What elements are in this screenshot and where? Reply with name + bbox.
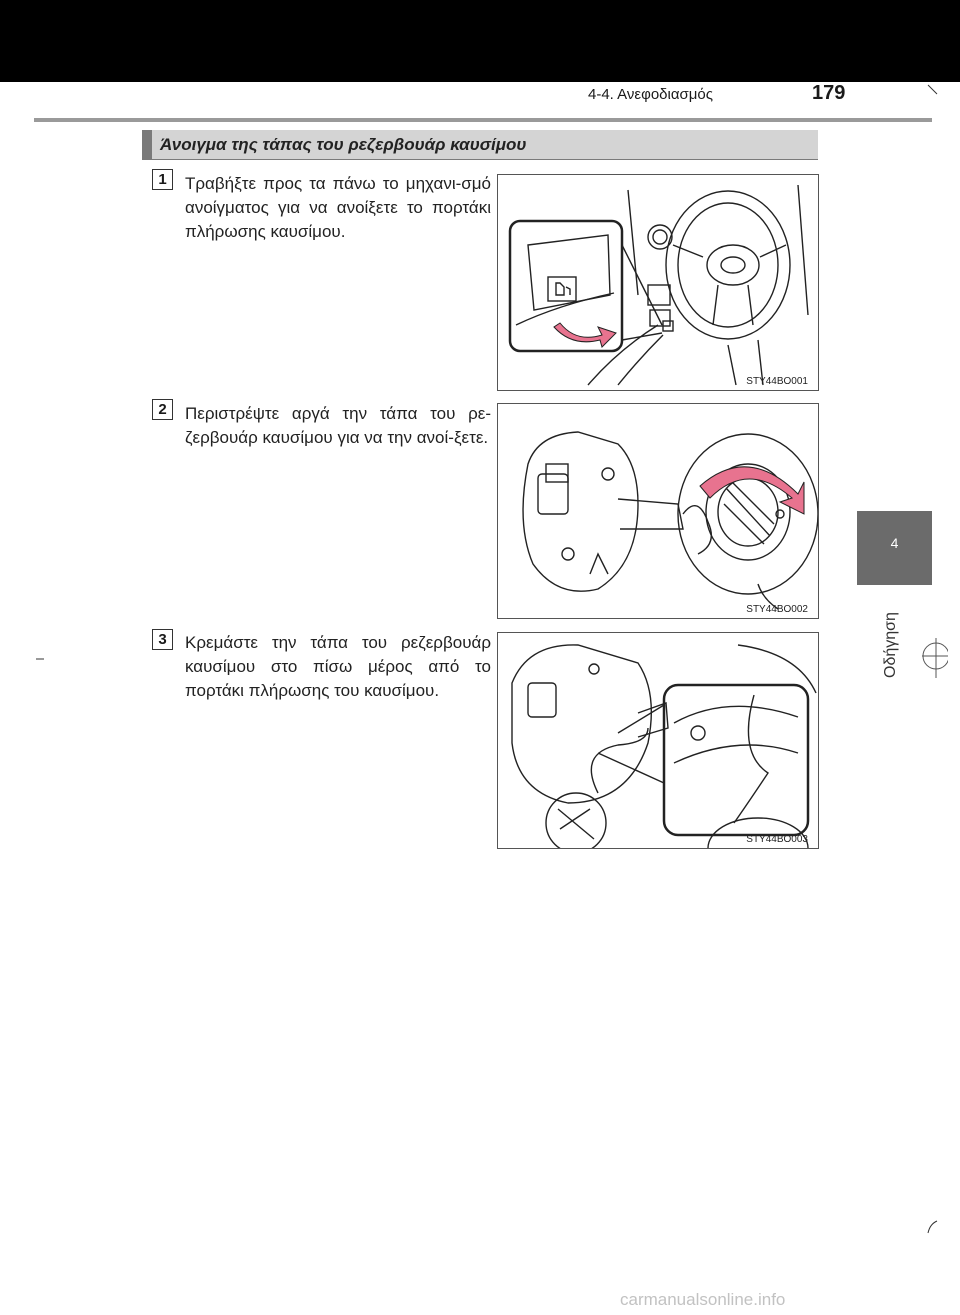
figure-code-2: STY44BO002 [746, 604, 808, 615]
crop-mark-right [918, 638, 948, 678]
step-text-1: Τραβήξτε προς τα πάνω το μηχανι-σμό ανοίγματος για να ανοίξετε το πορτάκι πλήρωσης καυσίμου. [185, 174, 491, 241]
figure-code-3: STY44BO003 [746, 834, 808, 845]
page-number: 179 [812, 82, 846, 104]
fuel-cap-turn-illustration [498, 404, 819, 619]
chapter-number: 4 [890, 535, 899, 551]
figure-fuel-door-lever [497, 174, 819, 391]
figure-code-1: STY44BO001 [746, 376, 808, 387]
step-text-2: Περιστρέψτε αργά την τάπα του ρε-ζερβουάρ καυσίμου για να την ανοί-ξετε. [185, 404, 491, 447]
crop-mark-left [36, 658, 46, 662]
section-title: Άνοιγμα της τάπας του ρεζερβουάρ καυσίμου [160, 135, 527, 154]
watermark: carmanualsonline.info [620, 1290, 786, 1309]
fuel-door-lever-illustration [498, 175, 819, 391]
section-heading [142, 130, 818, 160]
figure-fuel-cap-turn [497, 403, 819, 619]
step-number-2: 2 [152, 399, 173, 420]
crop-mark-bottom-right [925, 1218, 945, 1238]
fuel-cap-hang-illustration [498, 633, 819, 849]
step-number-3: 3 [152, 629, 173, 650]
header-rule [34, 118, 932, 122]
section-label: 4-4. Ανεφοδιασμός [588, 86, 714, 103]
top-black-bar [0, 0, 960, 82]
step-text-3: Κρεμάστε την τάπα του ρεζερβουάρ καυσίμου στο πίσω μέρος από το πορτάκι πλήρωσης του καυσίμου. [185, 633, 491, 700]
crop-mark-top-right [925, 82, 945, 102]
chapter-title: Οδήγηση [882, 612, 899, 678]
figure-fuel-cap-hang [497, 632, 819, 849]
chapter-tab [857, 511, 932, 585]
step-number-1: 1 [152, 169, 173, 190]
